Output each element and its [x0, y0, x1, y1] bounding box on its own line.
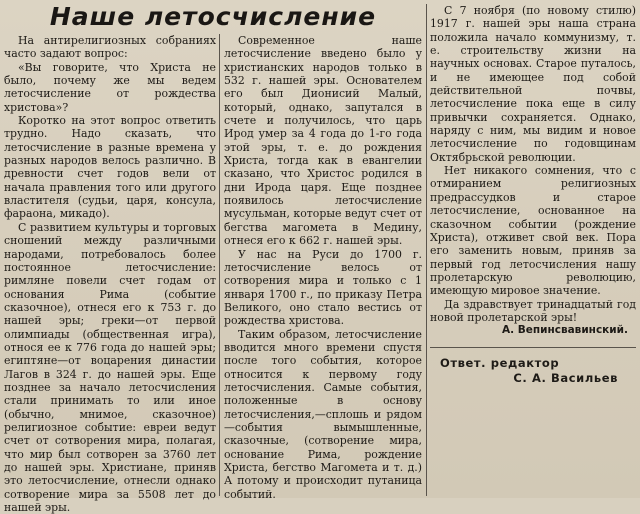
paragraph-answer: Коротко на этот вопрос ответить трудно. Надо сказать, что летосчисление в разные времена у разных народов велось различно. В древности счет годов вели от начала правления того или другого властителя (судьи, царя, консула, фараона, микадо). — [4, 114, 216, 221]
article-column-1 — [4, 34, 216, 514]
author-signature: А. Вепинсвавинский. — [501, 324, 628, 337]
paragraph-new-era: Нет никакого сомнения, что с отмиранием религиозных предрассудков и старое летосчисление, основанное на сказочном событии (рождение Христа), отживет свой век. Пора его заменить новым, приняв за первый год летосчисления нашу пролетарскую революцию, имеющую мировое значение. — [430, 164, 636, 298]
column-divider-1 — [219, 34, 220, 496]
editor-name: С. А. Васильев — [513, 370, 618, 385]
article-column-2 — [224, 34, 422, 501]
article-column-3 — [430, 4, 636, 498]
article-title: Наше летосчисление — [49, 2, 377, 31]
paragraph-revolution: С 7 ноября (по новому стилю) 1917 г. нашей эры наша страна положила начало коммунизму, т. е. строительству жизни на научных основах. Старое путалось, и не имеющее под собой действительной почвы, летосчисление пока еще в силу привычки сохраняется. Однако, наряду с ним, мы видим и новое летосчисление по годовщинам Октябрьской революции. — [430, 4, 636, 164]
paragraph-russia: У нас на Руси до 1700 г. летосчисление велось от сотворения мира и только с 1 января 1700 г., по приказу Петра Великого, оно стало вестись от рождества христова. — [224, 247, 422, 328]
paragraph-conclusion: Таким образом, летосчисление вводится много времени спустя после того события, которое относится к первому году летосчисления. Самые события, положенные в основу летосчисления,—сплошь и рядом—события вымышленные, сказочные, (сотворение мира, основание Рима, рождение Христа, бегство Магомета и т. д.) А потому и происходит путаница событий. — [224, 327, 422, 501]
paragraph-modern: Современное наше летосчисление введено было у христианских народов только в 532 г. нашей эры. Основателем его был Дионисий Малый, который, однако, запутался в счете и получилось, что царь Ирод умер за 4 года до 1-го года этой эры, т. е. до рождения Христа, тогда как в евангелии сказано, что Христос родился в дни Ирода царя. Еще позднее появилось летосчисление мусульман, которые ведут счет от бегства магомета в Медину, отнеся его к 662 г. нашей эры. — [224, 34, 422, 248]
editor-divider — [430, 347, 636, 348]
paragraph-slogan: Да здравствует тринадцатый год новой пролетарской эры! — [430, 297, 636, 324]
column-divider-2 — [426, 4, 427, 496]
paragraph-intro: На антирелигиозных собраниях часто задают вопрос: — [4, 34, 216, 61]
paragraph-calendars: С развитием культуры и торговых сношений между различными народами, потребовалось более постоянное летосчисление: римляне повели счет годам от основания Рима (событие сказочное), отнеся его к 753 г. до нашей эры; греки—от первой олимпиады (общественная игра), относя ее к 776 года до нашей эры; египтяне—от воцарения династии Лагов в 324 г. до нашей эры. Еще позднее за начало летосчисления стали принимать то или иное (обычно, мнимое, сказочное) религиозное событие: евреи ведут счет от сотворения мира, полагая, что мир был сотворен за 3760 лет до нашей эры. Христиане, приняв это летосчисление, отнесли однако сотворение мира за 5508 лет до нашей эры. — [4, 220, 216, 514]
editor-title: Ответ. редактор — [440, 355, 560, 370]
paragraph-question: «Вы говорите, что Христа не было, почему же мы ведем летосчисление от рождества христова»? — [4, 60, 216, 114]
